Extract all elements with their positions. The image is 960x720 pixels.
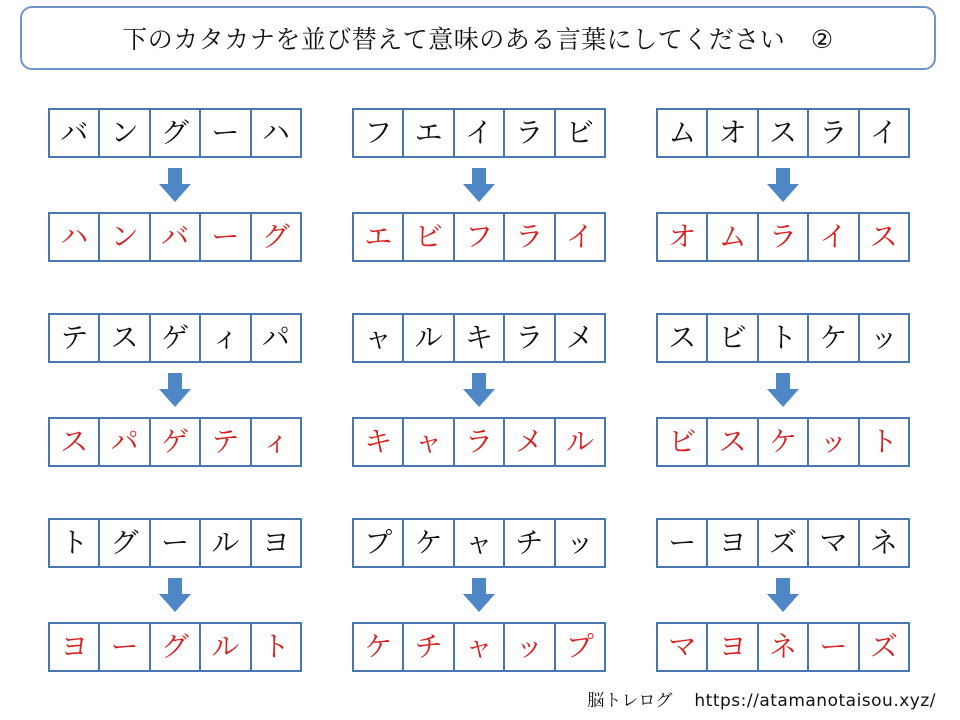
page-title: 下のカタカナを並び替えて意味のある言葉にしてください ② xyxy=(122,25,834,54)
question-cell: オ xyxy=(708,110,758,156)
question-row xyxy=(48,518,302,568)
question-cell: ビ xyxy=(565,116,594,149)
question-cell: ー xyxy=(658,520,708,566)
answer-cell: ス xyxy=(869,220,898,253)
answer-cell: ズ xyxy=(869,630,898,663)
arrow-down-icon xyxy=(767,373,799,407)
answer-cell: ヨ xyxy=(50,624,100,670)
question-cell: エ xyxy=(404,110,454,156)
question-cell: ケ xyxy=(809,315,859,361)
puzzle-8 xyxy=(352,518,606,672)
answer-cell: グ xyxy=(261,220,290,253)
answer-cell: マ xyxy=(658,624,708,670)
answer-cell: プ xyxy=(565,630,594,663)
answer-cell: チ xyxy=(404,624,454,670)
answer-cell: フ xyxy=(455,214,505,260)
answer-row xyxy=(48,212,302,262)
question-cell: ャ xyxy=(455,520,505,566)
question-cell: ハ xyxy=(261,116,290,149)
answer-cell: ビ xyxy=(658,419,708,465)
answer-cell: ヨ xyxy=(708,624,758,670)
answer-row xyxy=(656,622,910,672)
answer-cell: ビ xyxy=(404,214,454,260)
answer-row xyxy=(656,417,910,467)
question-cell: ヨ xyxy=(708,520,758,566)
answer-row xyxy=(352,622,606,672)
question-cell: チ xyxy=(505,520,555,566)
question-cell: ネ xyxy=(869,526,898,559)
question-cell: テ xyxy=(50,315,100,361)
question-cell: マ xyxy=(809,520,859,566)
question-cell: キ xyxy=(455,315,505,361)
answer-cell: テ xyxy=(201,419,251,465)
answer-cell: バ xyxy=(151,214,201,260)
question-cell: イ xyxy=(869,116,898,149)
puzzle-9 xyxy=(656,518,910,672)
answer-cell: ラ xyxy=(505,214,555,260)
question-row xyxy=(48,108,302,158)
question-cell: ー xyxy=(151,520,201,566)
arrow-down-icon xyxy=(159,578,191,612)
answer-cell: オ xyxy=(658,214,708,260)
question-row xyxy=(656,313,910,363)
question-cell: グ xyxy=(151,110,201,156)
answer-cell: ャ xyxy=(404,419,454,465)
question-row xyxy=(352,313,606,363)
answer-cell: パ xyxy=(100,419,150,465)
answer-row xyxy=(352,417,606,467)
answer-cell: ル xyxy=(201,624,251,670)
question-row xyxy=(352,518,606,568)
question-cell: パ xyxy=(261,321,290,354)
arrow-down-icon xyxy=(767,168,799,202)
answer-cell: メ xyxy=(505,419,555,465)
answer-cell: ス xyxy=(708,419,758,465)
question-row xyxy=(656,518,910,568)
question-row xyxy=(656,108,910,158)
puzzle-4 xyxy=(48,313,302,467)
answer-row xyxy=(656,212,910,262)
arrow-down-icon xyxy=(159,168,191,202)
arrow-down-icon xyxy=(767,578,799,612)
answer-cell: エ xyxy=(354,214,404,260)
question-row xyxy=(352,108,606,158)
question-cell: ン xyxy=(100,110,150,156)
question-cell: ケ xyxy=(404,520,454,566)
answer-cell: イ xyxy=(809,214,859,260)
question-cell: ス xyxy=(658,315,708,361)
answer-cell: ィ xyxy=(261,425,290,458)
puzzle-6 xyxy=(656,313,910,467)
puzzle-5 xyxy=(352,313,606,467)
question-cell: ラ xyxy=(505,315,555,361)
footer xyxy=(587,686,936,711)
answer-cell: ケ xyxy=(354,624,404,670)
question-cell: ト xyxy=(759,315,809,361)
answer-cell: ル xyxy=(565,425,594,458)
question-row xyxy=(48,313,302,363)
answer-row xyxy=(48,417,302,467)
question-cell: ル xyxy=(404,315,454,361)
title-box xyxy=(20,6,936,70)
question-cell: ス xyxy=(100,315,150,361)
question-cell: ー xyxy=(201,110,251,156)
question-cell: グ xyxy=(100,520,150,566)
arrow-down-icon xyxy=(463,578,495,612)
question-cell: ス xyxy=(759,110,809,156)
question-cell: ル xyxy=(201,520,251,566)
question-cell: ィ xyxy=(201,315,251,361)
answer-cell: ラ xyxy=(455,419,505,465)
answer-cell: ラ xyxy=(759,214,809,260)
puzzle-3 xyxy=(656,108,910,262)
answer-cell: ム xyxy=(708,214,758,260)
puzzle-2 xyxy=(352,108,606,262)
question-cell: フ xyxy=(354,110,404,156)
question-cell: メ xyxy=(565,321,594,354)
question-cell: ヨ xyxy=(261,526,290,559)
answer-cell: キ xyxy=(354,419,404,465)
arrow-down-icon xyxy=(159,373,191,407)
answer-cell: ス xyxy=(50,419,100,465)
arrow-down-icon xyxy=(463,168,495,202)
question-cell: プ xyxy=(354,520,404,566)
puzzle-7 xyxy=(48,518,302,672)
answer-cell: ゲ xyxy=(151,419,201,465)
question-cell: ッ xyxy=(869,321,898,354)
question-cell: ム xyxy=(658,110,708,156)
answer-cell: ネ xyxy=(759,624,809,670)
answer-row xyxy=(352,212,606,262)
answer-cell: ハ xyxy=(50,214,100,260)
question-cell: ッ xyxy=(565,526,594,559)
site-name: 脳トレログ xyxy=(587,691,673,711)
answer-cell: ャ xyxy=(455,624,505,670)
question-cell: イ xyxy=(455,110,505,156)
question-cell: ャ xyxy=(354,315,404,361)
answer-cell: ト xyxy=(869,425,898,458)
question-cell: ズ xyxy=(759,520,809,566)
question-cell: ビ xyxy=(708,315,758,361)
arrow-down-icon xyxy=(463,373,495,407)
answer-row xyxy=(48,622,302,672)
answer-cell: ケ xyxy=(759,419,809,465)
question-cell: バ xyxy=(50,110,100,156)
answer-cell: ー xyxy=(809,624,859,670)
question-cell: ラ xyxy=(505,110,555,156)
question-cell: ゲ xyxy=(151,315,201,361)
answer-cell: ー xyxy=(201,214,251,260)
answer-cell: ッ xyxy=(809,419,859,465)
question-cell: ラ xyxy=(809,110,859,156)
answer-cell: ッ xyxy=(505,624,555,670)
answer-cell: グ xyxy=(151,624,201,670)
answer-cell: イ xyxy=(565,220,594,253)
answer-cell: ト xyxy=(261,630,290,663)
site-url[interactable]: https://atamanotaisou.xyz/ xyxy=(694,691,936,711)
answer-cell: ー xyxy=(100,624,150,670)
question-cell: ト xyxy=(50,520,100,566)
answer-cell: ン xyxy=(100,214,150,260)
puzzle-1 xyxy=(48,108,302,262)
